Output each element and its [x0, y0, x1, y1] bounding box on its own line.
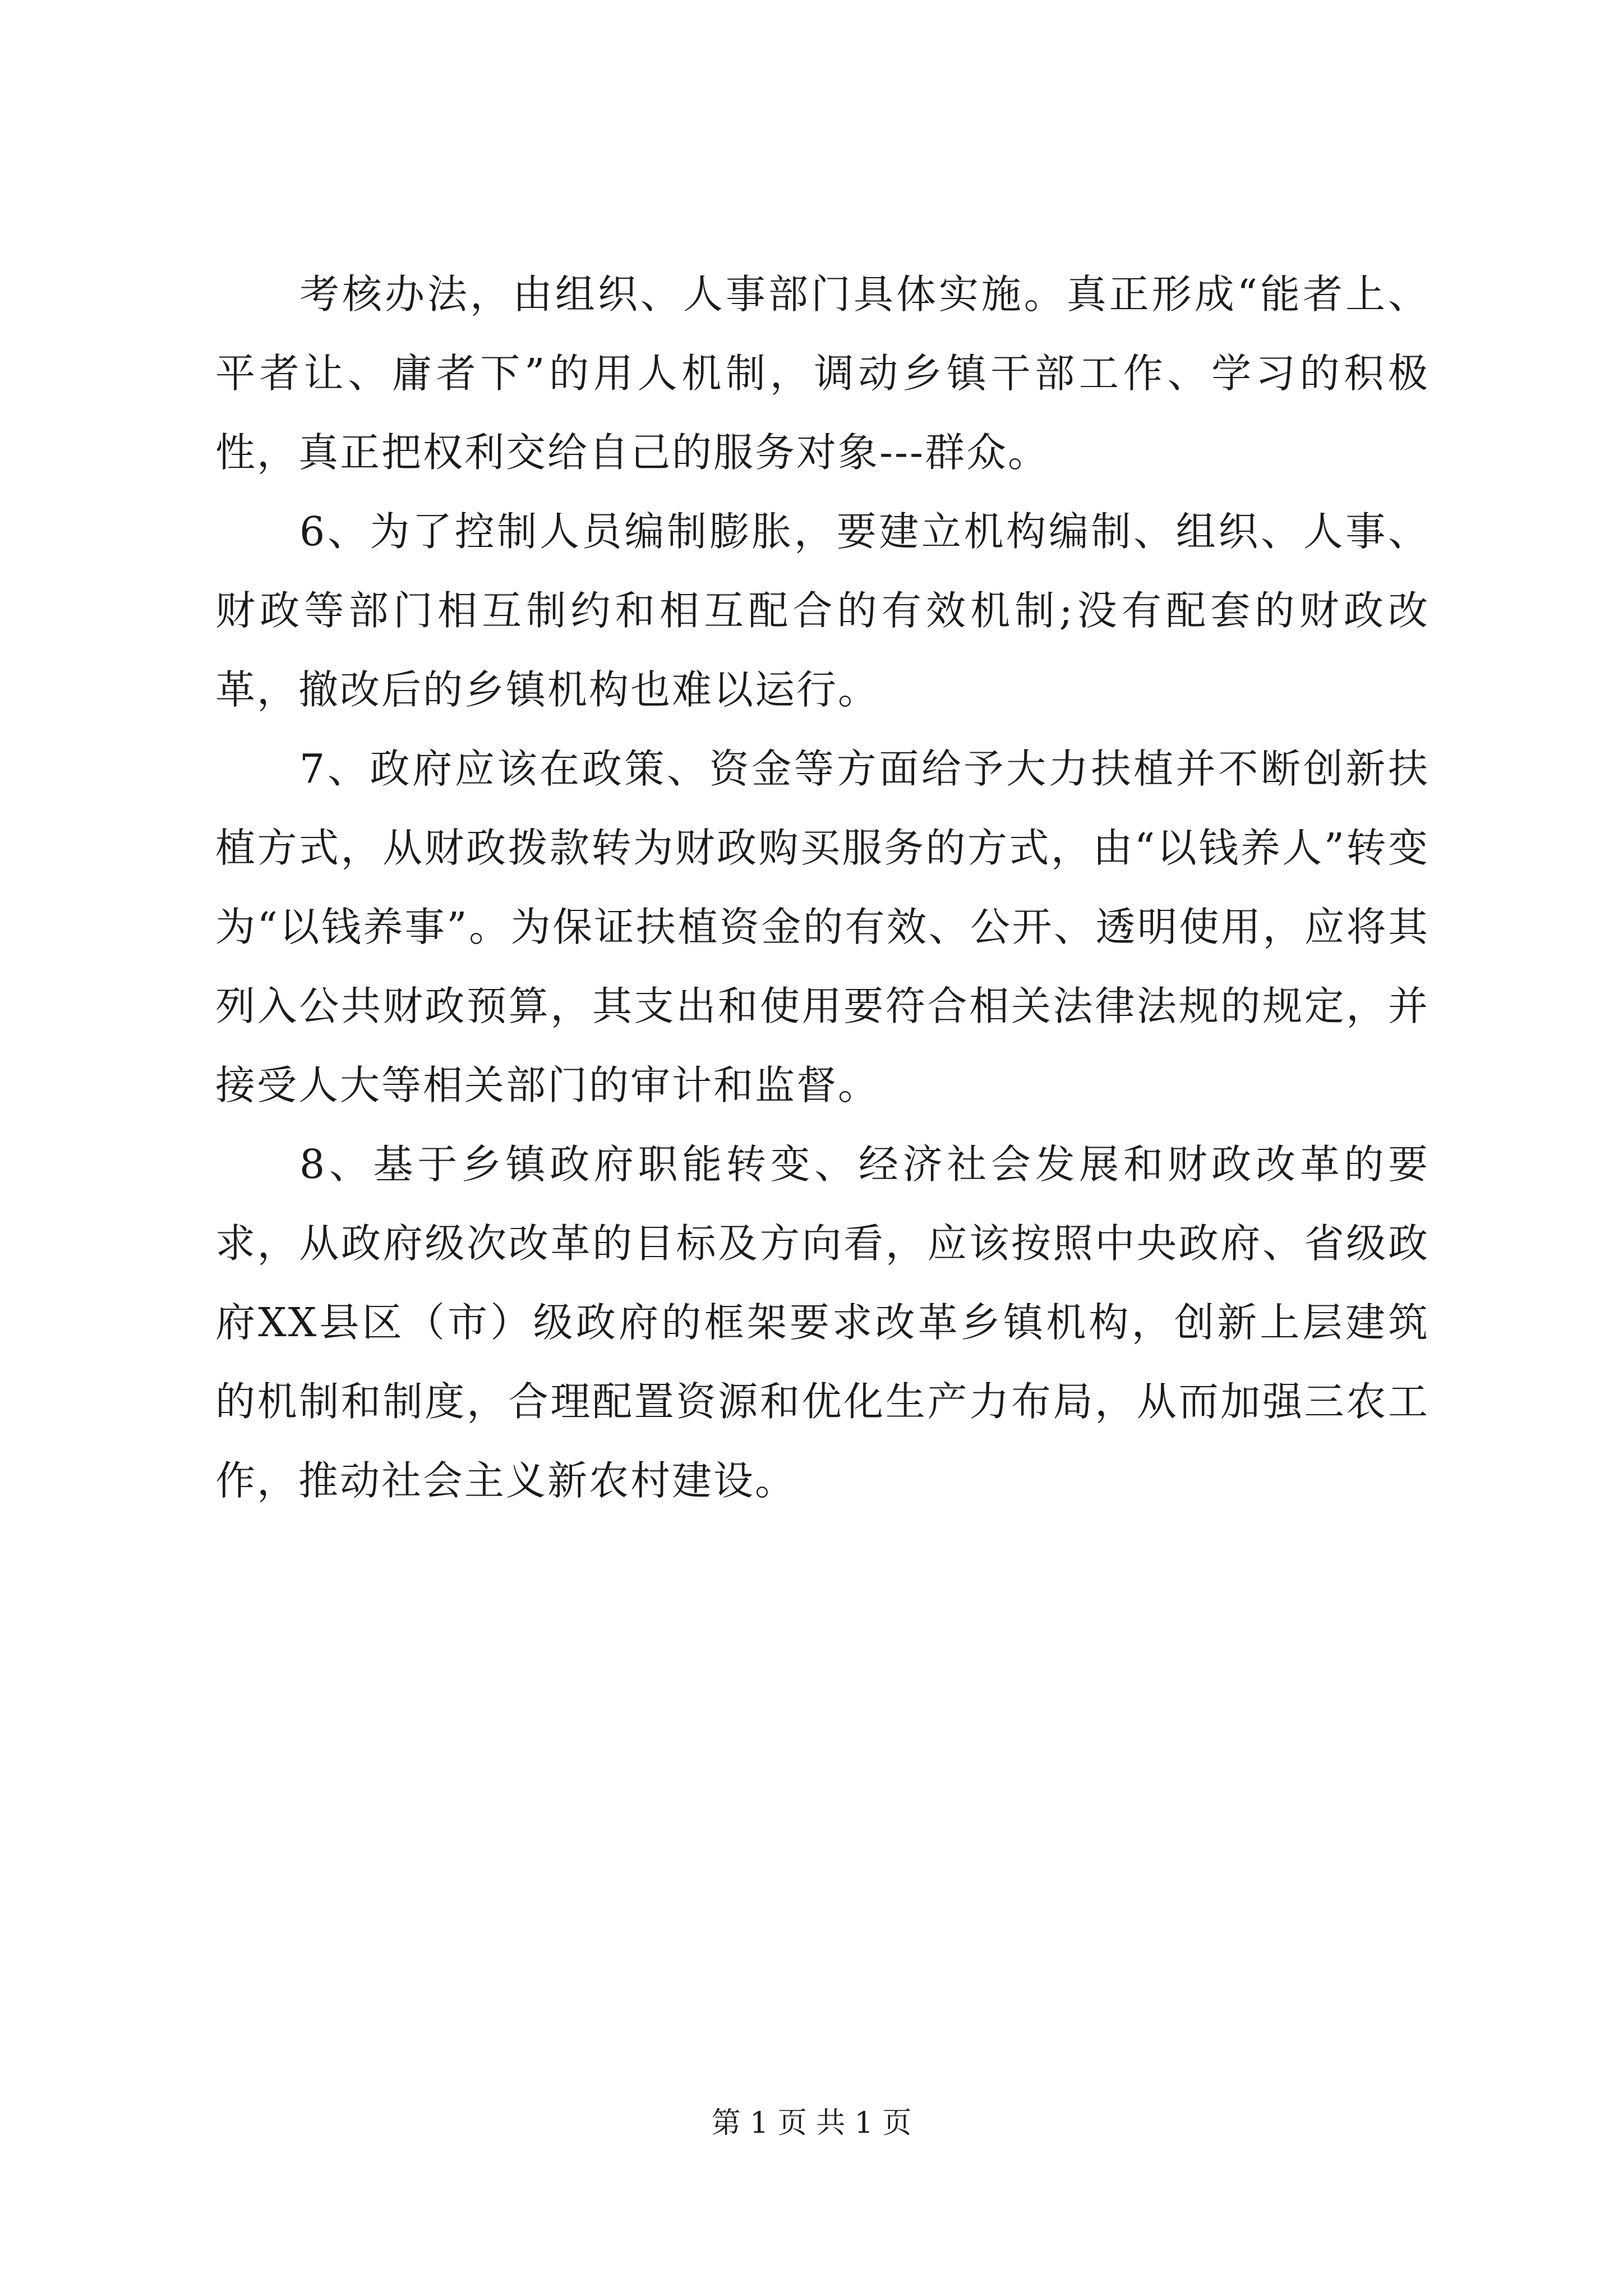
paragraph-2: 6、为了控制人员编制膨胀，要建立机构编制、组织、人事、财政等部门相互制约和相互配合的有效机制;没有配套的财政改革，撤改后的乡镇机构也难以运行。 — [215, 508, 1430, 713]
paragraph-3: 7、政府应该在政策、资金等方面给予大力扶植并不断创新扶植方式，从财政拨款转为财政购买服务的方式，由“以钱养人”转变为“以钱养事”。为保证扶植资金的有效、公开、透明使用，应将其列入公共财政预算，其支出和使用要符合相关法律法规的规定，并接受人大等相关部门的审计和监督。 — [215, 746, 1430, 1108]
paragraph-1: 考核办法，由组织、人事部门具体实施。真正形成“能者上、平者让、庸者下”的用人机制，调动乡镇干部工作、学习的积极性，真正把权利交给自己的服务对象---群众。 — [215, 271, 1430, 476]
document-body — [215, 255, 1430, 1520]
paragraph-4: 8、基于乡镇政府职能转变、经济社会发展和财政改革的要求，从政府级次改革的目标及方向看，应该按照中央政府、省级政府XX县区（市）级政府的框架要求改革乡镇机构，创新上层建筑的机制和制度，合理配置资源和优化生产力布局，从而加强三农工作，推动社会主义新农村建设。 — [215, 1141, 1430, 1504]
page-number-footer: 第 1 页 共 1 页 — [711, 2106, 912, 2140]
